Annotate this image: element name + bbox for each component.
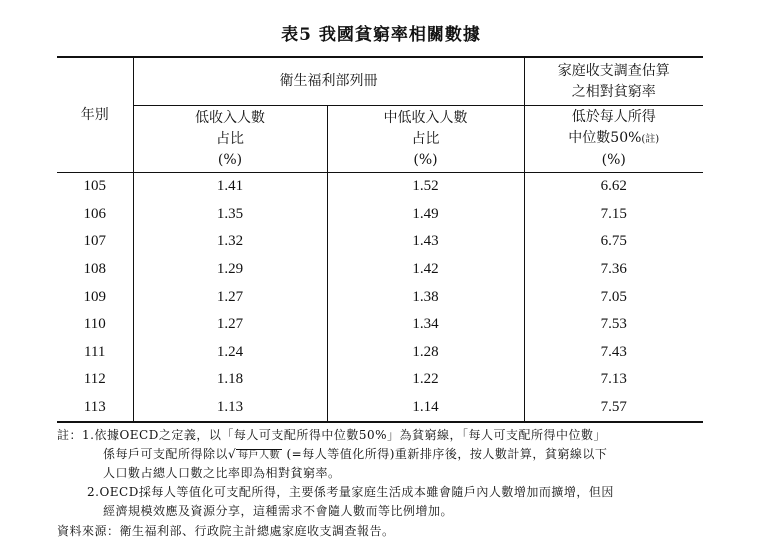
note-1-line-1: 註：1.依據OECD之定義，以「每人可支配所得中位數50%」為貧窮線，「每人可支配所得中位數」 bbox=[57, 428, 607, 442]
table-title: 表5 我國貧窮率相關數據 bbox=[281, 25, 481, 45]
poverty-rate-table bbox=[57, 56, 703, 423]
poverty-rate-cell: 7.43 bbox=[524, 339, 703, 367]
poverty-rate-cell: 6.75 bbox=[524, 228, 703, 256]
table-row bbox=[57, 201, 703, 229]
year-cell: 108 bbox=[83, 261, 106, 278]
note-1-line-2: 係每戶可支配所得除以√ 每戶人數 (=每人等值化所得)重新排序後，按人數計算，貧窮線以下 bbox=[103, 447, 608, 461]
mid-low-income-header: 中低收入人數 占比 (%) bbox=[327, 106, 524, 173]
table-row bbox=[57, 228, 703, 256]
low-income-cell: 1.41 bbox=[133, 173, 327, 201]
table-row bbox=[57, 394, 703, 423]
year-cell: 106 bbox=[83, 205, 106, 222]
mid-low-income-cell: 1.34 bbox=[327, 311, 524, 339]
note-2-line-1: 2.OECD採每人等值化可支配所得，主要係考量家庭生活成本雖會隨戶內人數增加而擴增，但因 bbox=[87, 485, 614, 499]
mid-low-income-cell: 1.43 bbox=[327, 228, 524, 256]
low-income-cell: 1.24 bbox=[133, 339, 327, 367]
mid-low-income-cell: 1.22 bbox=[327, 366, 524, 394]
year-cell: 113 bbox=[57, 394, 133, 423]
table-row bbox=[57, 366, 703, 394]
low-income-cell: 1.18 bbox=[133, 366, 327, 394]
low-income-cell: 1.35 bbox=[133, 201, 327, 229]
year-header: 年別 bbox=[57, 57, 133, 173]
low-income-cell: 1.29 bbox=[133, 256, 327, 284]
low-income-cell: 1.13 bbox=[133, 394, 327, 423]
mid-low-income-cell: 1.14 bbox=[327, 394, 524, 423]
poverty-rate-cell: 7.13 bbox=[524, 366, 703, 394]
poverty-rate-cell: 7.36 bbox=[524, 256, 703, 284]
year-cell: 109 bbox=[83, 288, 106, 305]
year-cell: 105 bbox=[83, 178, 106, 195]
poverty-rate-cell: 6.62 bbox=[524, 173, 703, 201]
mid-low-income-cell: 1.52 bbox=[327, 173, 524, 201]
data-source: 資料來源：衛生福利部、行政院主計總處家庭收支調查報告。 bbox=[57, 524, 395, 538]
mid-low-income-cell: 1.49 bbox=[327, 201, 524, 229]
low-income-cell: 1.27 bbox=[133, 283, 327, 311]
year-cell: 110 bbox=[83, 316, 106, 333]
table-row bbox=[57, 311, 703, 339]
mid-low-income-cell: 1.42 bbox=[327, 256, 524, 284]
year-cell: 107 bbox=[83, 233, 106, 250]
poverty-rate-cell: 7.05 bbox=[524, 283, 703, 311]
note-2-line-2: 經濟規模效應及資源分享，這種需求不會隨人數而等比例增加。 bbox=[103, 504, 454, 518]
notes bbox=[57, 426, 737, 521]
poverty-rate-cell: 7.15 bbox=[524, 201, 703, 229]
year-cell: 112 bbox=[83, 371, 106, 388]
mid-low-income-cell: 1.28 bbox=[327, 339, 524, 367]
mid-low-income-cell: 1.38 bbox=[327, 283, 524, 311]
poverty-rate-cell: 7.57 bbox=[524, 394, 703, 423]
low-income-cell: 1.27 bbox=[133, 311, 327, 339]
survey-group-header: 家庭收支調查估算 之相對貧窮率 bbox=[524, 57, 703, 106]
low-income-cell: 1.32 bbox=[133, 228, 327, 256]
relative-poverty-header: 低於每人所得 中位數50%(註) (%) bbox=[524, 106, 703, 173]
table-row bbox=[57, 283, 703, 311]
year-cell: 111 bbox=[84, 343, 106, 360]
low-income-header: 低收入人數 占比 (%) bbox=[133, 106, 327, 173]
poverty-rate-cell: 7.53 bbox=[524, 311, 703, 339]
table-row bbox=[57, 173, 703, 201]
table-row bbox=[57, 256, 703, 284]
note-1-line-3: 人口數占總人口數之比率即為相對貧窮率。 bbox=[103, 466, 341, 480]
table-row bbox=[57, 339, 703, 367]
mohw-group-header: 衛生福利部列冊 bbox=[133, 57, 524, 106]
